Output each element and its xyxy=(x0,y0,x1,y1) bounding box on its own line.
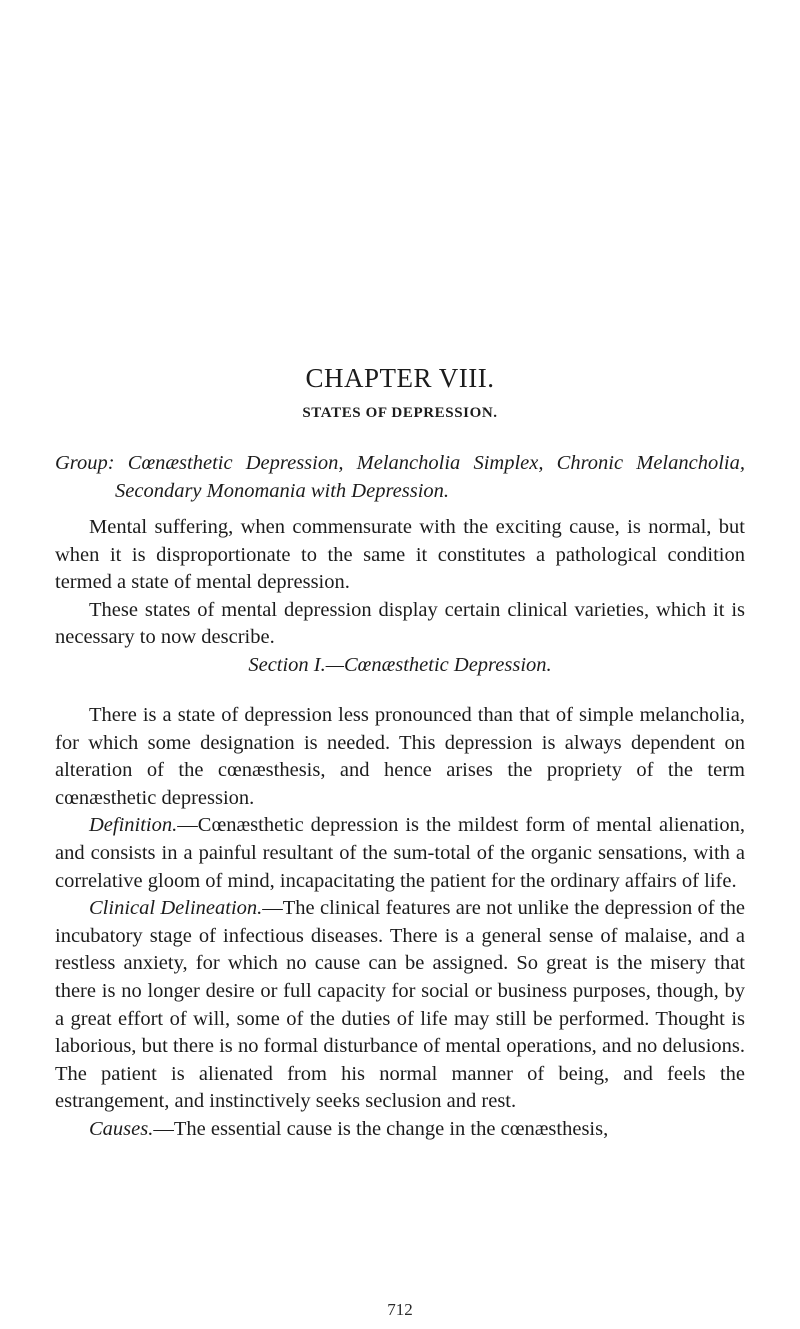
definition-text: —Cœnæsthetic depression is the mildest form of mental alienation, and consists in a painful resultant of the sum-total of the organic sensations, with a correlative gloom of mind, incapacitating the patient for the ordinary affairs of life. xyxy=(55,814,745,892)
body-block xyxy=(55,702,745,1144)
causes-label: Causes. xyxy=(89,1117,154,1140)
chapter-title: CHAPTER VIII. xyxy=(305,363,495,393)
clinical-text: —The clinical features are not unlike the depression of the incubatory stage of infectious diseases. There is a general sense of malaise, and a restless anxiety, for which no cause can be assigned. So great is the misery that there is no longer desire or full capacity for social or business purposes, though, by a great effort of will, some of the duties of life may still be performed. Thought is laborious, but there is no formal disturbance of mental operations, and no delusions. The patient is alienated from his normal manner of being, and feels the estrangement, and instinctively seeks seclusion and rest. xyxy=(55,897,745,1113)
clinical-paragraph xyxy=(55,895,745,1116)
definition-label: Definition. xyxy=(89,814,178,837)
group-line-block xyxy=(55,450,745,505)
page-number: 712 xyxy=(387,1300,413,1319)
causes-paragraph xyxy=(55,1116,745,1144)
intro-paragraph: Mental suffering, when commensurate with the exciting cause, is normal, but when it is disproportionate to the same it constitutes a pathological condition termed a state of mental depression. xyxy=(55,516,745,594)
causes-text: —The essential cause is the change in the cœnæsthesis, xyxy=(153,1117,609,1140)
intro-block xyxy=(55,514,745,652)
intro-paragraph: These states of mental depression display certain clinical varieties, which it is necessary to now describe. xyxy=(55,598,745,649)
chapter-subtitle: STATES OF DEPRESSION. xyxy=(302,405,498,421)
clinical-label: Clinical Delineation. xyxy=(89,897,263,920)
body-paragraph: There is a state of depression less pronounced than that of simple melancholia, for which some designation is needed. This depression is always dependent on alteration of the cœnæsthesis, and hence arises the propriety of the term cœnæsthetic depression. xyxy=(55,704,745,809)
section-title: Section I.—Cœnæsthetic Depression. xyxy=(248,654,552,676)
group-line: Group: Cœnæsthetic Depression, Melancholia Simplex, Chronic Melancholia, Secondary Monomania with Depression. xyxy=(55,452,745,502)
definition-paragraph xyxy=(55,812,745,895)
